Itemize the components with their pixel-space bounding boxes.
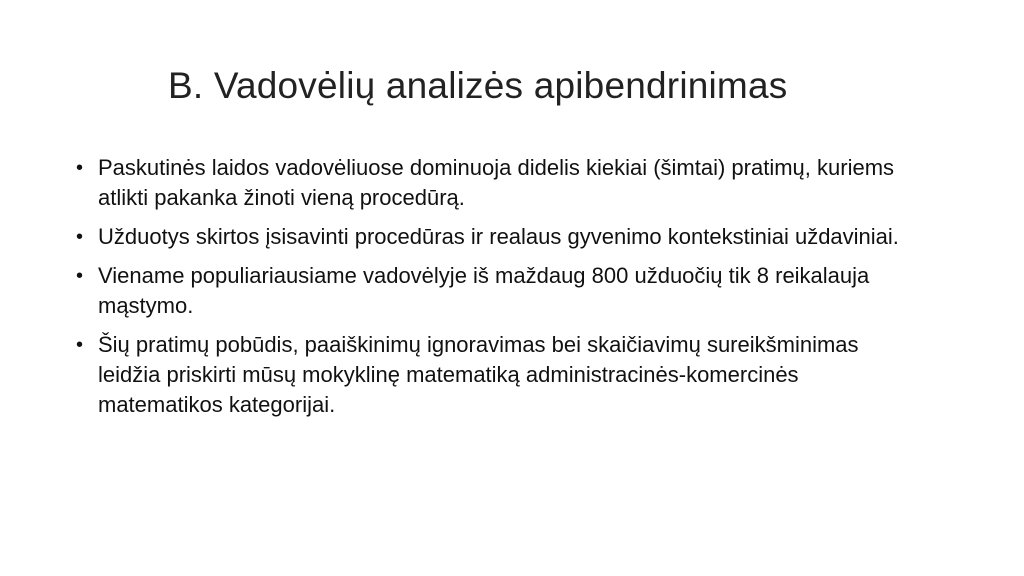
bullet-dot-icon: • [76, 226, 84, 248]
bullet-text-3: Viename populiariausiame vadovėlyje iš maždaug 800 užduočių tik 8 reikalauja mąstymo. [98, 263, 870, 318]
bullet-text-2: Užduotys skirtos įsisavinti procedūras ir realaus gyvenimo kontekstiniai uždaviniai. [98, 224, 899, 249]
bullet-item-2 [76, 222, 916, 252]
slide-title: B. Vadovėlių analizės apibendrinimas [168, 65, 788, 106]
bullet-item-4 [76, 330, 916, 420]
bullet-text-1: Paskutinės laidos vadovėliuose dominuoja didelis kiekiai (šimtai) pratimų, kuriems atlikti pakanka žinoti vieną procedūrą. [98, 155, 895, 210]
bullet-item-1 [76, 153, 916, 213]
bullet-dot-icon: • [76, 265, 84, 287]
bullet-item-3 [76, 261, 916, 321]
bullet-list [76, 153, 916, 429]
bullet-dot-icon: • [76, 157, 84, 179]
bullet-text-4: Šių pratimų pobūdis, paaiškinimų ignoravimas bei skaičiavimų sureikšminimas leidžia priskirti mūsų mokyklinę matematiką administracinės-komercinės matematikos kategorijai. [98, 332, 859, 417]
bullet-dot-icon: • [76, 334, 84, 356]
